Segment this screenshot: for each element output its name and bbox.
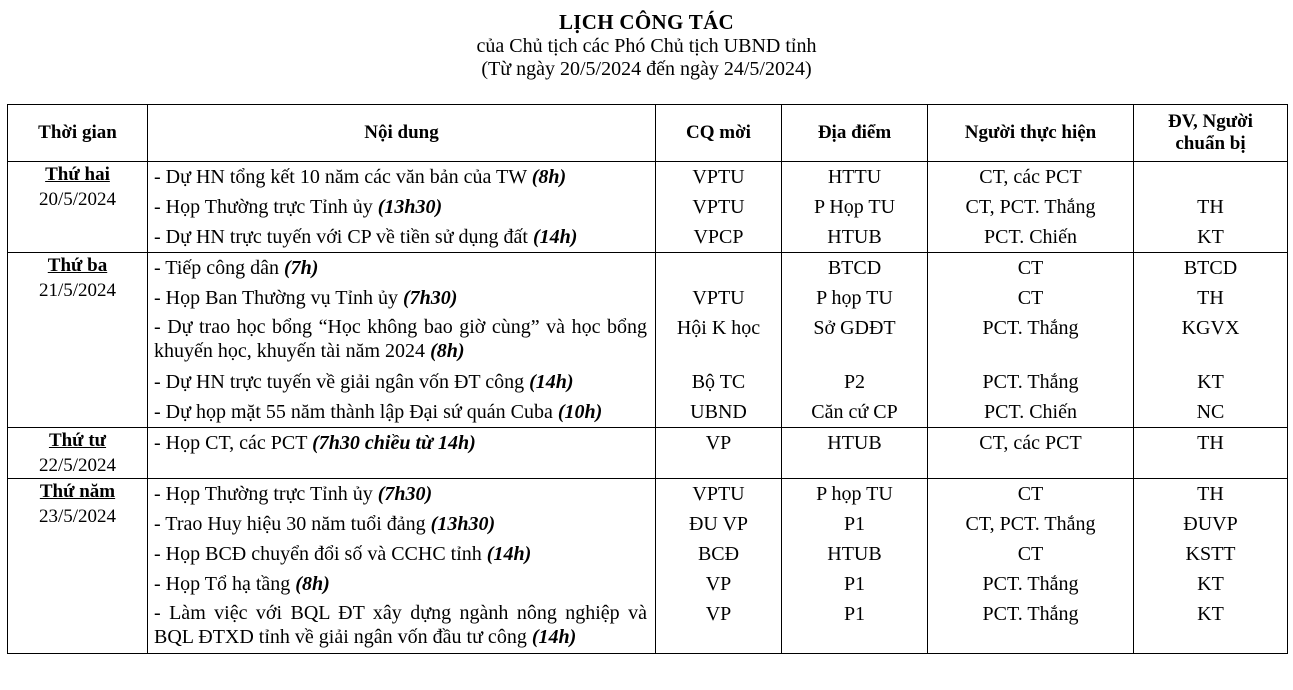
location-value: P1	[843, 573, 866, 595]
executor-value: CT, PCT. Thắng	[965, 513, 1096, 535]
location-value: Căn cứ CP	[811, 401, 898, 423]
item-time: (14h)	[529, 371, 574, 393]
schedule-item	[148, 569, 655, 599]
location-value: P1	[843, 513, 866, 535]
item-time: (14h)	[531, 626, 577, 648]
content-cell	[148, 479, 656, 654]
prep-value: KT	[1197, 573, 1224, 595]
day-cell	[8, 479, 148, 654]
item-text: - Họp BCĐ chuyển đổi số và CCHC tỉnh	[154, 543, 487, 565]
executor-value: CT	[1017, 543, 1044, 565]
item-time: (13h30)	[377, 196, 443, 218]
day-cell	[8, 162, 148, 253]
prep-value: NC	[1196, 401, 1225, 423]
location-cell	[782, 428, 928, 479]
schedule-item	[148, 509, 655, 539]
day-row	[8, 162, 1288, 253]
executor-cell	[928, 428, 1134, 479]
item-time: (7h30)	[403, 287, 458, 309]
prep-cell	[1134, 253, 1288, 428]
document-header	[0, 0, 1293, 81]
prep-value: KGVX	[1181, 317, 1240, 339]
prep-value: KT	[1197, 226, 1224, 248]
col-header-prep	[1134, 105, 1288, 162]
location-value: P họp TU	[816, 483, 893, 505]
item-time: (8h)	[531, 166, 567, 188]
executor-value: CT	[1017, 257, 1044, 279]
day-name: Thứ ba	[47, 255, 108, 276]
location-value: P Họp TU	[813, 196, 896, 218]
location-value: BTCD	[827, 257, 882, 279]
item-text: - Dự HN tổng kết 10 năm các văn bản của TW	[154, 166, 532, 188]
inviter-value: Bộ TC	[691, 371, 746, 393]
location-value: HTTU	[827, 166, 882, 188]
content-cell	[148, 162, 656, 253]
prep-value: ĐUVP	[1183, 513, 1238, 535]
schedule-item	[148, 397, 655, 427]
schedule-item	[148, 313, 655, 367]
day-cell	[8, 428, 148, 479]
schedule-table	[7, 104, 1288, 654]
executor-value: CT, các PCT	[979, 166, 1082, 188]
inviter-value: VPTU	[692, 166, 745, 188]
item-text: - Dự họp mặt 55 năm thành lập Đại sứ quán Cuba	[154, 401, 558, 423]
document-title: LỊCH CÔNG TÁC	[558, 10, 735, 34]
executor-value: PCT. Thắng	[982, 573, 1079, 595]
executor-value: PCT. Chiến	[984, 401, 1077, 423]
executor-value: PCT. Thắng	[982, 603, 1079, 625]
item-text: - Tiếp công dân	[154, 257, 284, 279]
item-text: - Dự HN trực tuyến với CP về tiền sử dụng đất	[154, 226, 533, 248]
inviter-value: VP	[705, 603, 732, 625]
location-value: HTUB	[827, 432, 882, 454]
schedule-item	[148, 192, 655, 222]
day-name: Thứ hai	[45, 164, 110, 185]
schedule-item	[148, 599, 655, 653]
col-header-inviter: CQ mời	[656, 105, 782, 162]
executor-value: CT	[1017, 287, 1044, 309]
schedule-item	[148, 428, 655, 458]
prep-cell	[1134, 162, 1288, 253]
location-value: Sở GDĐT	[813, 317, 896, 339]
day-date: 22/5/2024	[38, 455, 117, 476]
day-date: 20/5/2024	[38, 189, 117, 210]
prep-value: KT	[1197, 603, 1224, 625]
inviter-value: VP	[705, 432, 732, 454]
day-row	[8, 428, 1288, 479]
col-header-time: Thời gian	[8, 105, 148, 162]
inviter-value: UBND	[690, 401, 747, 423]
day-cell	[8, 253, 148, 428]
prep-value: TH	[1197, 483, 1224, 505]
prep-cell	[1134, 428, 1288, 479]
schedule-item	[148, 162, 655, 192]
executor-value: PCT. Thắng	[982, 371, 1079, 393]
item-text: - Họp Ban Thường vụ Tỉnh ủy	[154, 287, 404, 309]
inviter-cell	[656, 479, 782, 654]
prep-value: TH	[1197, 287, 1224, 309]
col-header-prep-line1: ĐV, Người	[1168, 111, 1253, 132]
inviter-value: BCĐ	[697, 543, 740, 565]
item-time: (8h)	[295, 573, 330, 595]
inviter-value: VPTU	[692, 483, 745, 505]
schedule-item	[148, 222, 655, 252]
item-time: (14h)	[532, 226, 578, 248]
item-time: (7h30)	[377, 483, 433, 505]
executor-value: PCT. Chiến	[984, 226, 1077, 248]
content-cell	[148, 253, 656, 428]
location-value: P2	[843, 371, 866, 393]
location-value: HTUB	[827, 226, 882, 248]
item-time: (7h30 chiều từ 14h)	[312, 432, 476, 454]
location-cell	[782, 253, 928, 428]
schedule-item	[148, 479, 655, 509]
prep-cell	[1134, 479, 1288, 654]
inviter-value	[656, 253, 781, 283]
col-header-executor: Người thực hiện	[928, 105, 1134, 162]
item-text: - Trao Huy hiệu 30 năm tuổi đảng	[154, 513, 431, 535]
location-value: P1	[843, 603, 866, 625]
executor-cell	[928, 253, 1134, 428]
prep-value: KT	[1197, 371, 1224, 393]
document-subtitle: của Chủ tịch các Phó Chủ tịch UBND tỉnh	[476, 35, 817, 57]
item-time: (8h)	[430, 340, 465, 362]
table-header-row	[8, 105, 1288, 162]
item-text: - Họp Thường trực Tỉnh ủy	[154, 196, 378, 218]
schedule-item	[148, 253, 655, 283]
prep-value: TH	[1197, 432, 1224, 454]
executor-value: CT, PCT. Thắng	[965, 196, 1096, 218]
day-date: 21/5/2024	[38, 280, 117, 301]
inviter-value: VPCP	[693, 226, 744, 248]
inviter-value: VP	[705, 573, 732, 595]
col-header-content: Nội dung	[148, 105, 656, 162]
location-cell	[782, 479, 928, 654]
schedule-item	[148, 539, 655, 569]
item-text: - Họp Tổ hạ tầng	[154, 573, 296, 595]
schedule-item	[148, 367, 655, 397]
day-name: Thứ tư	[48, 430, 107, 451]
executor-value: PCT. Thắng	[982, 317, 1079, 339]
inviter-value: ĐU VP	[688, 513, 749, 535]
prep-value	[1134, 162, 1287, 192]
location-value: P họp TU	[816, 287, 893, 309]
item-text: - Họp CT, các PCT	[154, 432, 313, 454]
executor-cell	[928, 162, 1134, 253]
item-time: (7h)	[284, 257, 319, 279]
col-header-location: Địa điểm	[782, 105, 928, 162]
inviter-cell	[656, 162, 782, 253]
executor-cell	[928, 479, 1134, 654]
inviter-value: VPTU	[692, 287, 745, 309]
day-row	[8, 253, 1288, 428]
item-text: - Dự trao học bổng “Học không bao giờ cùng” và học bổng khuyến học, khuyến tài năm 2024	[154, 316, 647, 362]
prep-value: BTCD	[1183, 257, 1238, 279]
location-value: HTUB	[827, 543, 882, 565]
schedule-item	[148, 283, 655, 313]
executor-value: CT, các PCT	[979, 432, 1082, 454]
item-text: - Làm việc với BQL ĐT xây dựng ngành nông nghiệp và BQL ĐTXD tỉnh về giải ngân vốn đầu tư công	[154, 602, 647, 648]
item-time: (14h)	[486, 543, 532, 565]
prep-value: KSTT	[1185, 543, 1236, 565]
content-cell	[148, 428, 656, 479]
item-text: - Dự HN trực tuyến về giải ngân vốn ĐT công	[154, 371, 530, 393]
inviter-cell	[656, 428, 782, 479]
item-text: - Họp Thường trực Tỉnh ủy	[154, 483, 378, 505]
day-name: Thứ năm	[39, 481, 116, 502]
location-cell	[782, 162, 928, 253]
inviter-value: VPTU	[692, 196, 745, 218]
day-row	[8, 479, 1288, 654]
item-time: (13h30)	[430, 513, 496, 535]
prep-value: TH	[1197, 196, 1224, 218]
executor-value: CT	[1017, 483, 1044, 505]
date-range: (Từ ngày 20/5/2024 đến ngày 24/5/2024)	[481, 58, 812, 80]
inviter-cell	[656, 253, 782, 428]
item-time: (10h)	[557, 401, 603, 423]
day-date: 23/5/2024	[38, 506, 117, 527]
col-header-prep-line2: chuẩn bị	[1175, 133, 1246, 154]
inviter-value: Hội K học	[676, 317, 761, 339]
